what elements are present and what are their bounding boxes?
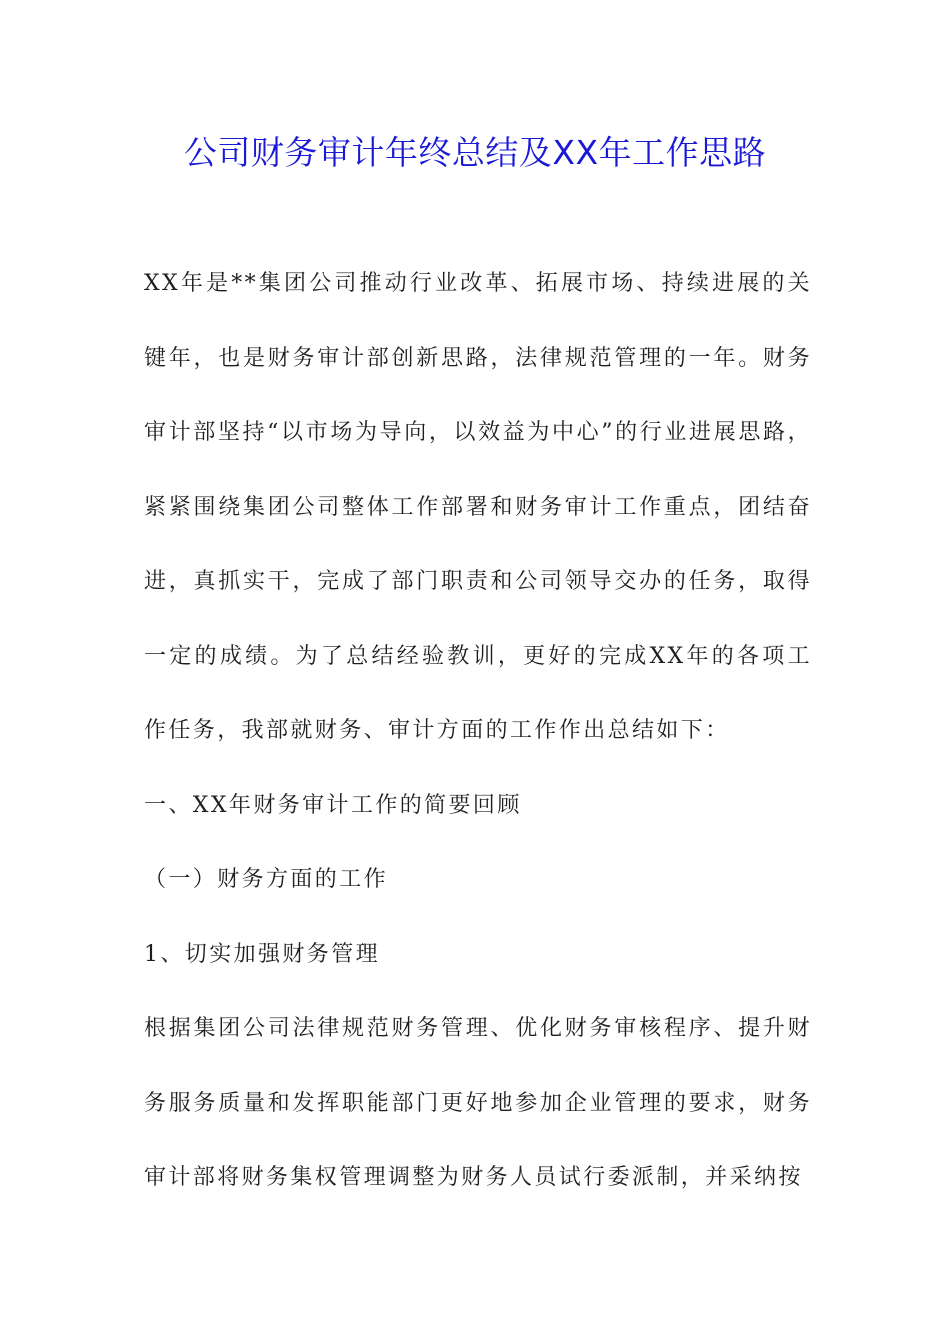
- subsection-heading: （一）财务方面的工作: [144, 867, 389, 892]
- intro-paragraph-block: [144, 247, 812, 769]
- item-paragraph: 根据集团公司法律规范财务管理、优化财务审核程序、提升财务服务质量和发挥职能部门更好地参加企业管理的要求，财务审计部将财务集权管理调整为财务人员试行委派制，并采纳按: [144, 1016, 812, 1190]
- item-heading-block: [144, 918, 812, 993]
- section-heading: 一、XX年财务审计工作的简要回顾: [144, 793, 522, 818]
- intro-paragraph: XX年是**集团公司推动行业改革、拓展市场、持续进展的关键年，也是财务审计部创新思路，法律规范管理的一年。财务审计部坚持“以市场为导向，以效益为中心”的行业进展思路，紧紧围绕集团公司整体工作部署和财务审计工作重点，团结奋进，真抓实干，完成了部门职责和公司领导交办的任务，取得一定的成绩。为了总结经验教训，更好的完成XX年的各项工作任务，我部就财务、审计方面的工作作出总结如下：: [144, 271, 812, 743]
- item-heading: 1、切实加强财务管理: [144, 942, 380, 967]
- subsection-heading-block: [144, 843, 812, 918]
- document-title: 公司财务审计年终总结及XX年工作思路: [183, 133, 767, 172]
- item-paragraph-block: [144, 992, 812, 1216]
- section-heading-block: [144, 769, 812, 844]
